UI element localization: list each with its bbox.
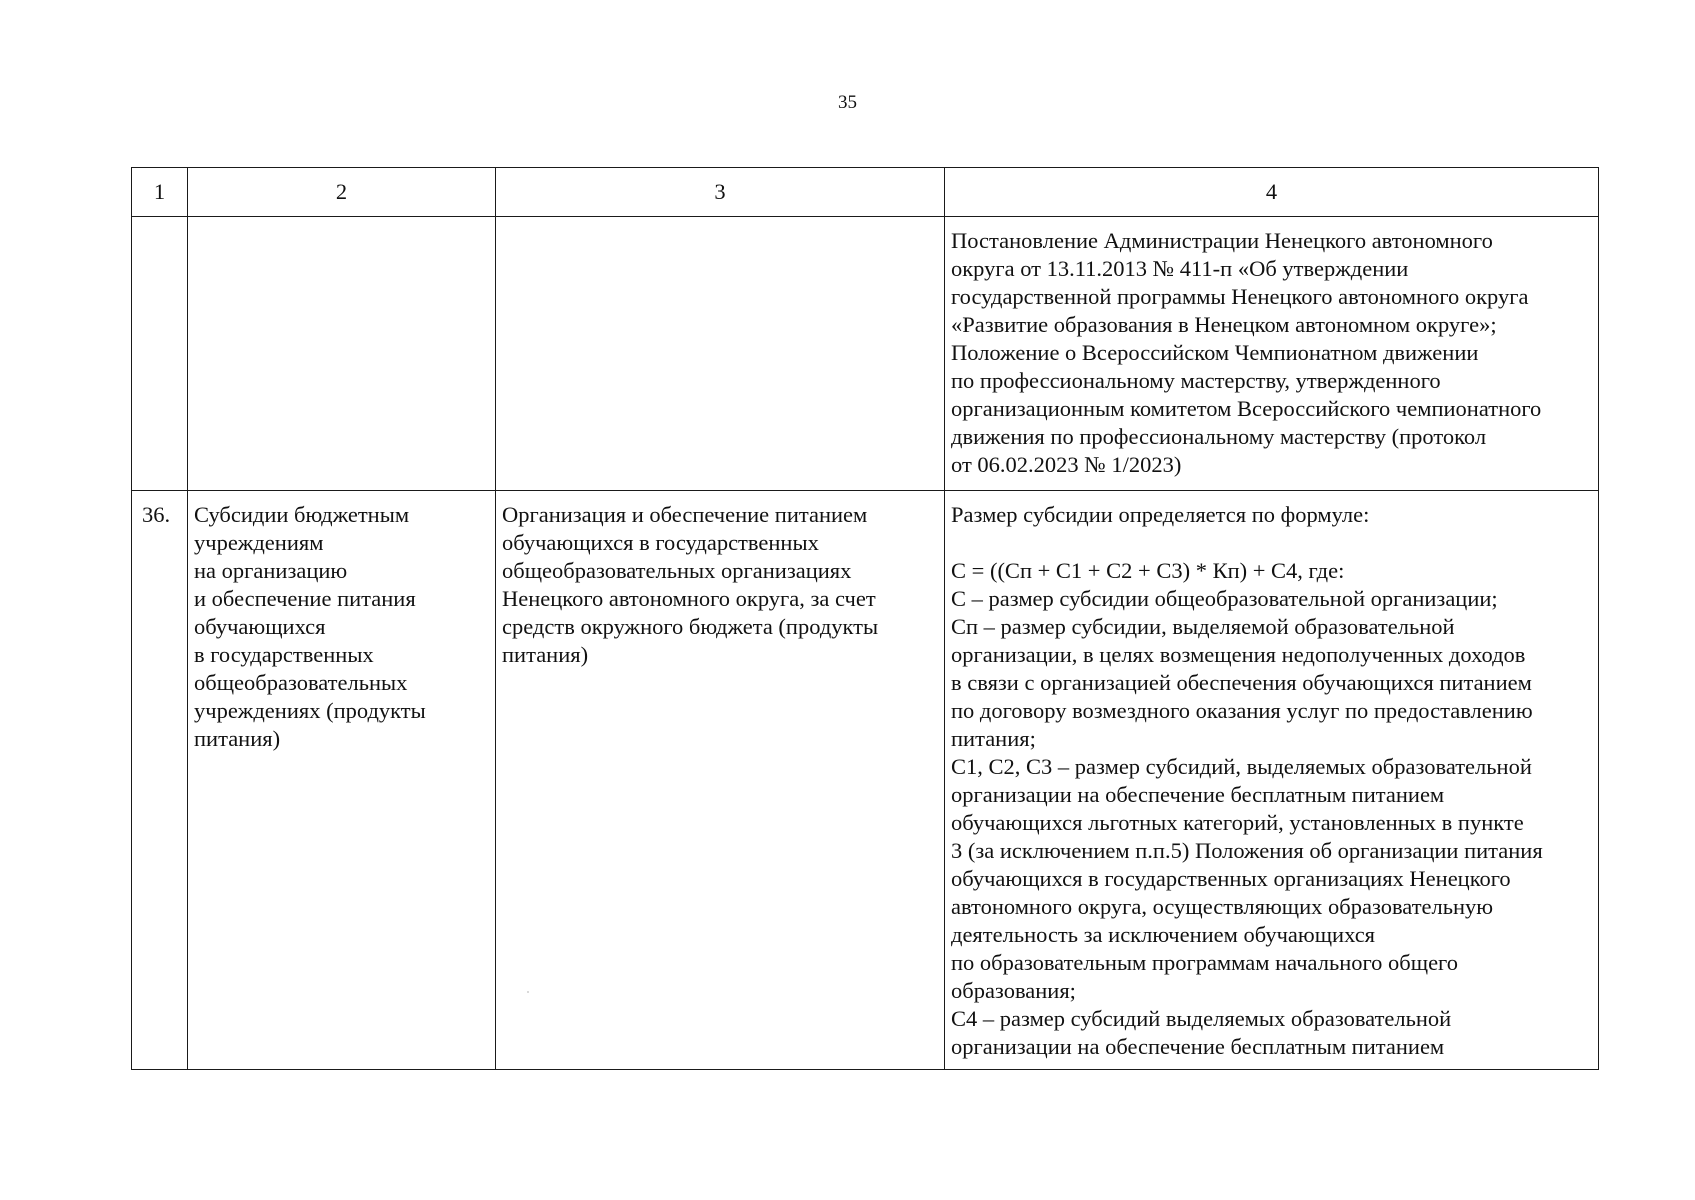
text-line: по договору возмездного оказания услуг по предоставлению bbox=[951, 698, 1533, 723]
row-number: 36. bbox=[142, 502, 171, 527]
text-line: государственной программы Ненецкого автономного округа bbox=[951, 284, 1529, 309]
text-line: средств окружного бюджета (продукты bbox=[502, 614, 879, 639]
text-line: С – размер субсидии общеобразовательной организации; bbox=[951, 586, 1498, 611]
scan-speck bbox=[527, 991, 529, 993]
formula-text bbox=[951, 557, 1592, 1061]
document-table bbox=[131, 167, 1599, 1070]
text-line: организации, в целях возмещения недополученных доходов bbox=[951, 642, 1526, 667]
text-line: организации на обеспечение бесплатным питанием bbox=[951, 1034, 1445, 1059]
row-a-col-2 bbox=[188, 217, 496, 491]
row-a-col-1 bbox=[132, 217, 188, 491]
text-line: обучающихся в государственных организациях Ненецкого bbox=[951, 866, 1511, 891]
text-line: от 06.02.2023 № 1/2023) bbox=[951, 452, 1182, 477]
text-line: по образовательным программам начального общего bbox=[951, 950, 1458, 975]
text-line: организации на обеспечение бесплатным питанием bbox=[951, 782, 1445, 807]
text-line: на организацию bbox=[194, 558, 348, 583]
text-line: «Развитие образования в Ненецком автономном округе»; bbox=[951, 312, 1497, 337]
row-b-col-1 bbox=[132, 491, 188, 1070]
text-line: обучающихся льготных категорий, установленных в пункте bbox=[951, 810, 1524, 835]
text-line: организационным комитетом Всероссийского чемпионатного bbox=[951, 396, 1542, 421]
text-line: С = ((Сп + С1 + С2 + С3) * Кп) + С4, где: bbox=[951, 558, 1345, 583]
text-line: питания; bbox=[951, 726, 1036, 751]
table-header-row bbox=[132, 168, 1599, 217]
text-line: и обеспечение питания bbox=[194, 586, 416, 611]
table-row bbox=[132, 217, 1599, 491]
text-line: движения по профессиональному мастерству (протокол bbox=[951, 424, 1487, 449]
spacer bbox=[951, 529, 1592, 557]
row-a-col-3 bbox=[496, 217, 945, 491]
text-line: автономного округа, осуществляющих образовательную bbox=[951, 894, 1494, 919]
subsidy-name-text bbox=[188, 491, 495, 759]
text-line: питания) bbox=[502, 642, 589, 667]
text-line: в государственных bbox=[194, 642, 374, 667]
header-col-1: 1 bbox=[132, 168, 188, 217]
text-line: общеобразовательных организациях bbox=[502, 558, 852, 583]
text-line: обучающихся bbox=[194, 614, 326, 639]
row-a-col-4 bbox=[945, 217, 1599, 491]
text-line: С1, С2, С3 – размер субсидий, выделяемых образовательной bbox=[951, 754, 1532, 779]
text-line: 3 (за исключением п.п.5) Положения об организации питания bbox=[951, 838, 1543, 863]
text-line: округа от 13.11.2013 № 411-п «Об утверждении bbox=[951, 256, 1409, 281]
row-b-col-3 bbox=[496, 491, 945, 1070]
text-line: Положение о Всероссийском Чемпионатном движении bbox=[951, 340, 1479, 365]
text-line: общеобразовательных bbox=[194, 670, 408, 695]
text-line: в связи с организацией обеспечения обучающихся питанием bbox=[951, 670, 1532, 695]
text-line: по профессиональному мастерству, утвержденного bbox=[951, 368, 1441, 393]
text-line: образования; bbox=[951, 978, 1076, 1003]
text-line: обучающихся в государственных bbox=[502, 530, 819, 555]
text-line: учреждениях (продукты bbox=[194, 698, 426, 723]
legal-basis-text bbox=[945, 217, 1598, 485]
formula-intro: Размер субсидии определяется по формуле: bbox=[951, 502, 1370, 527]
text-line: Ненецкого автономного округа, за счет bbox=[502, 586, 876, 611]
text-line: питания) bbox=[194, 726, 281, 751]
header-col-2: 2 bbox=[188, 168, 496, 217]
row-b-col-2 bbox=[188, 491, 496, 1070]
text-line: Организация и обеспечение питанием bbox=[502, 502, 868, 527]
text-line: Субсидии бюджетным bbox=[194, 502, 410, 527]
text-line: С4 – размер субсидий выделяемых образовательной bbox=[951, 1006, 1452, 1031]
page-number: 35 bbox=[838, 92, 857, 113]
header-col-3: 3 bbox=[496, 168, 945, 217]
formula-cell bbox=[945, 491, 1598, 1067]
text-line: учреждениям bbox=[194, 530, 324, 555]
header-col-4: 4 bbox=[945, 168, 1599, 217]
subsidy-purpose-text bbox=[496, 491, 944, 675]
row-b-col-4 bbox=[945, 491, 1599, 1070]
text-line: Сп – размер субсидии, выделяемой образовательной bbox=[951, 614, 1455, 639]
text-line: деятельность за исключением обучающихся bbox=[951, 922, 1376, 947]
table-row bbox=[132, 491, 1599, 1070]
text-line: Постановление Администрации Ненецкого автономного bbox=[951, 228, 1493, 253]
